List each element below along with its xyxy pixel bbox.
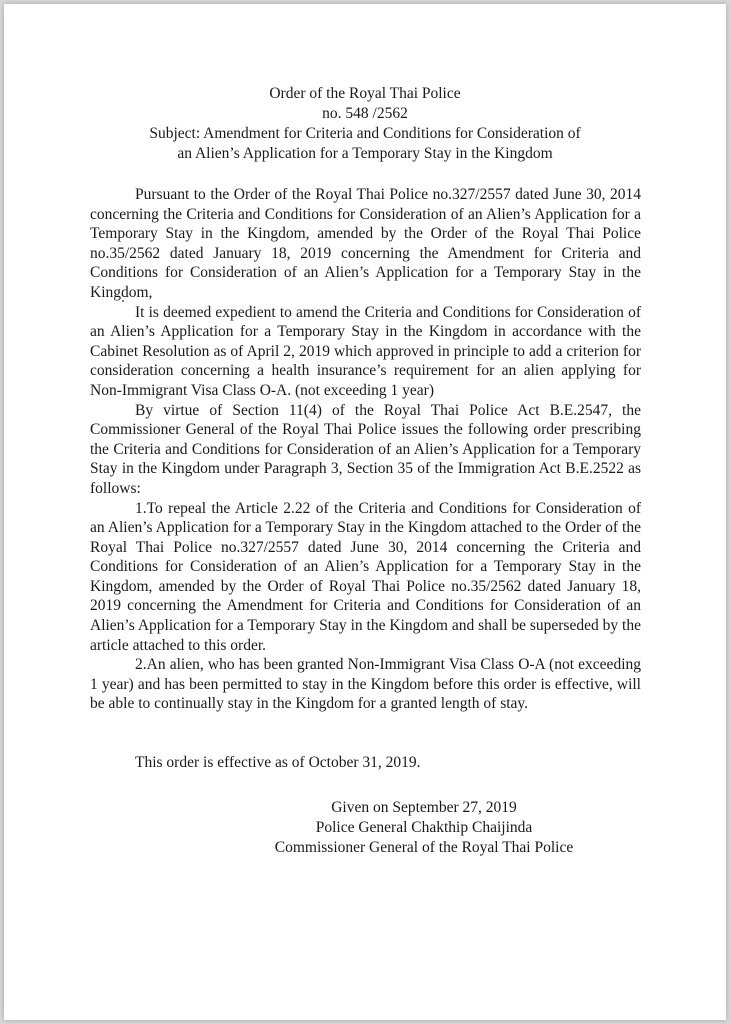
signatory-name: Police General Chakthip Chaijinda [315,819,533,836]
order-item-1: 1.To repeal the Article 2.22 of the Criteria and Conditions for Consideration of an Alien’s Application for a Temporary Stay in the Kingdom attached to the Order of the Royal Thai Police no.327/2557 dated June 30, 2014 concerning the Criteria and Conditions for Consideration of an Alien’s Application for a Temporary Stay in the Kingdom, amended by the Order of Royal Thai Police no.35/2562 dated January 18, 2019 concerning the Amendment for Criteria and Conditions for Consideration of an Alien’s Application for a Temporary Stay in the Kingdom and shall be superseded by the article attached to this order. [90,499,641,654]
signatory-title: Commissioner General of the Royal Thai Police [274,839,574,856]
order-item-2: 2.An alien, who has been granted Non-Immigrant Visa Class O-A (not exceeding 1 year) and has been permitted to stay in the Kingdom before this order is effective, will be able to continually stay in the Kingdom for a granted length of stay. [90,656,641,713]
given-date: Given on September 27, 2019 [331,799,517,816]
effective-date-statement: This order is effective as of October 31, 2019. [135,754,421,771]
document-body [90,185,641,714]
paragraph-by-virtue: By virtue of Section 11(4) of the Royal Thai Police Act B.E.2547, the Commissioner General of the Royal Thai Police issues the following order prescribing the Criteria and Conditions for Consideration of an Alien’s Application for a Temporary Stay in the Kingdom under Paragraph 3, Section 35 of the Immigration Act B.E.2522 as follows: [90,401,641,497]
document-header [4,84,726,164]
paragraph-pursuant: Pursuant to the Order of the Royal Thai Police no.327/2557 dated June 30, 2014 concerning the Criteria and Conditions for Consideration of an Alien’s Application for a Temporary Stay in the Kingdom, amended by the Order of the Royal Thai Police no.35/2562 dated January 18, 2019 concerning the Amendment for Criteria and Conditions for Consideration of an Alien’s Application for a Temporary Stay in the Kingdom, [90,186,641,301]
signature-block [224,798,624,858]
document-page [4,4,726,1020]
paragraph-expedient: It is deemed expedient to amend the Criteria and Conditions for Consideration of an Alien’s Application for a Temporary Stay in the Kingdom in accordance with the Cabinet Resolution as of April 2, 2019 which approved in principle to add a criterion for consideration concerning a health insurance’s requirement for an alien applying for Non-Immigrant Visa Class O-A. (not exceeding 1 year) [90,303,641,399]
subject-line-1: Subject: Amendment for Criteria and Conditions for Consideration of [149,125,581,142]
order-number: no. 548 /2562 [322,105,408,122]
order-title: Order of the Royal Thai Police [269,85,461,102]
subject-line-2: an Alien’s Application for a Temporary Stay in the Kingdom [177,145,553,162]
